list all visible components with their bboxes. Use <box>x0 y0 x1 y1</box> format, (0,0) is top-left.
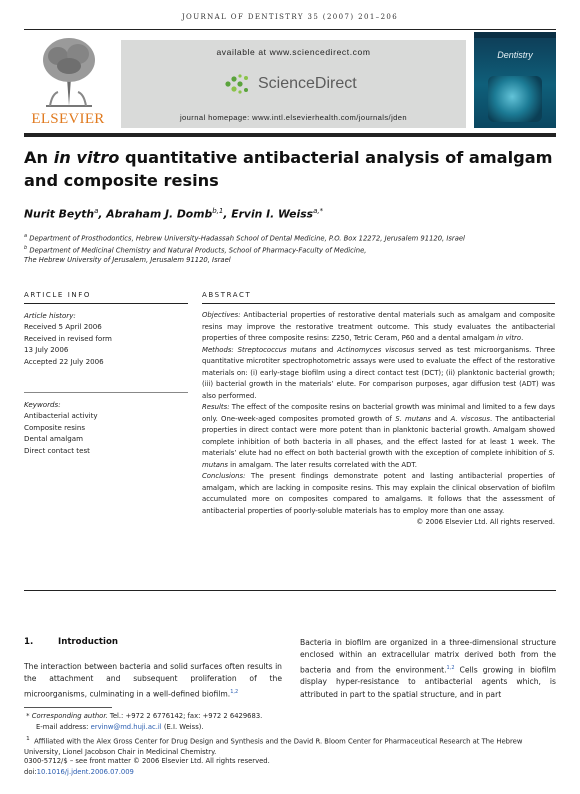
citation-ref[interactable]: 1,2 <box>446 664 455 671</box>
history-item: Received 5 April 2006 <box>24 322 102 332</box>
affiliated-text: Affiliated with the Alex Gross Center for Drug Design and Synthesis and the David R. Bloom Center for Pharmaceutical Research at The Hebrew University, Lionel Jacobson Chair in Medicinal Chemistry. <box>24 737 523 757</box>
abstract-body <box>202 310 555 529</box>
title-italic-part: in vitro <box>53 148 120 167</box>
author-sup: b,1 <box>212 207 224 215</box>
author-name: Nurit Beyth <box>24 207 95 221</box>
article-info-rule <box>24 303 188 304</box>
abstract-methods <box>202 345 555 403</box>
methods-text: served as test microorganisms. Three quantitative microtiter spectrophotometric assays were used to evaluate the effect of the restorative materials on: (i) early-stage biofilm using a direct contact test (DCT); (ii) planktonic bacterial growth; (iii) bacterial growth in the materials’ elute. For comparison purposes, agar diffusion test (ADT) was also performed. <box>202 345 555 400</box>
corresponding-footnote: * Corresponding author. Tel.: +972 2 6776142; fax: +972 2 6429683. <box>24 712 263 720</box>
keyword-item: Direct contact test <box>24 445 90 455</box>
history-item: 13 July 2006 <box>24 345 69 355</box>
header-bottom-rule <box>24 133 556 137</box>
results-label: Results: <box>202 403 230 411</box>
article-history <box>24 310 174 367</box>
article-title <box>24 146 554 192</box>
affiliation-sup: b <box>24 245 28 251</box>
affiliation-text: Department of Prosthodontics, Hebrew University-Hadassah School of Dental Medicine, P.O. Box 12272, Jerusalem 91120, Israel <box>29 234 465 243</box>
sciencedirect-banner <box>121 40 466 128</box>
abstract-bottom-rule <box>24 590 556 591</box>
cover-illustration <box>488 76 542 122</box>
author-list: Nurit Beyth$^a$, Abraham J. Domb$^{b,1}$, Ervin I. Weiss$^{a,*}$ <box>24 207 324 221</box>
sciencedirect-label: ScienceDirect <box>258 75 357 92</box>
journal-cover-image <box>474 32 556 128</box>
affiliation-sup: a <box>24 233 28 239</box>
results-and: and <box>434 414 448 423</box>
journal-homepage-text[interactable]: journal homepage: www.intl.elsevierhealth.com/journals/jden <box>179 113 408 122</box>
organism-name: S. mutans <box>202 449 555 469</box>
organism-name: S. mutans <box>395 414 432 423</box>
header-top-rule <box>24 29 556 30</box>
author-sup: a <box>94 207 99 215</box>
results-text: The antibacterial properties in direct contact were more potent than in planktonic bacterial growth. Amalgam showed complete inhibition of both bacteria in all phases, and the effect lasted for at least 1 week. The materials’ elute had no effect on both bacterial growth with the exception of complete inhibition of <box>202 414 555 457</box>
email-link[interactable]: ervinw@md.huji.ac.il <box>90 723 162 731</box>
journal-running-header: JOURNAL OF DENTISTRY 35 (2007) 201–206 <box>181 13 399 21</box>
sciencedirect-dots-icon <box>224 73 252 95</box>
organism-name: Streptococcus mutans <box>237 345 317 354</box>
conclusions-label: Conclusions: <box>202 472 246 480</box>
history-label: Article history: <box>24 311 76 320</box>
objectives-label: Objectives: <box>202 311 241 319</box>
intro-text: Cells growing in biofilm display hyper-resistance to antibacterial agents which, is attributed in part to the spatial structure, and in part <box>300 665 556 699</box>
title-part: An <box>24 148 54 167</box>
keywords-block <box>24 399 174 456</box>
author-name: Ervin I. Weiss <box>231 207 314 221</box>
keyword-item: Dental amalgam <box>24 434 84 444</box>
intro-heading <box>24 637 118 647</box>
email-label: E-mail address: <box>36 723 89 731</box>
abstract-heading: ABSTRACT <box>202 291 252 299</box>
corresponding-label: Corresponding author. <box>31 712 108 720</box>
cover-top-bar <box>474 32 556 38</box>
organism-name: A. viscosus <box>450 414 491 423</box>
front-matter-line: 0300-5712/$ – see front matter © 2006 Elsevier Ltd. All rights reserved. <box>24 757 270 765</box>
doi-label: doi: <box>24 768 37 776</box>
corresponding-text: Tel.: +972 2 6776142; fax: +972 2 6429683. <box>109 712 263 720</box>
conclusions-text: The present findings demonstrate potent and lasting antibacterial properties of amalgam, which are lacking in composite resins. This may explain the clinical observation of biofilm accumulated more on composites compared to amalgams. It follows that the assessment of antibacterial properties of poorly-soluble materials has to employ more than one assay. <box>202 472 555 515</box>
author-sup: a,* <box>313 207 324 215</box>
affiliation-b-cont <box>24 254 554 266</box>
keyword-item: Composite resins <box>24 422 86 432</box>
objectives-text: Antibacterial properties of restorative dental materials such as amalgam and composite resins may improve the restorative treatment outcome. This study evaluates the antibacterial properties of three composite resins: Z250, Tetric Ceram, P60 and a dental amalgam <box>202 311 555 342</box>
article-info-heading: ARTICLE INFO <box>24 291 91 299</box>
section-number: 1. <box>24 637 34 647</box>
abstract-results: Results: The effect of the composite resins on bacterial growth was minimal and limited to a few days only. One-week-aged composites promoted growth of S. mutans and A. viscosus. The antibacterial properties in direct contact were more potent than in planktonic bacterial growth. Amalgam showed complete inhibition of both bacteria in all phases, and the effect lasted for at least 1 week. The materials’ elute had no effect on both bacterial growth with the exception of complete inhibition of S. mutans in amalgam. The later results correlated with the ADT. <box>202 403 555 469</box>
doi-link[interactable]: 10.1016/j.jdent.2006.07.009 <box>36 768 134 776</box>
email-suffix: (E.I. Weiss). <box>163 723 204 731</box>
affiliation-text: Department of Medicinal Chemistry and Natural Products, School of Pharmacy-Faculty of Medicine, <box>29 246 367 255</box>
abstract-objectives: Objectives: Antibacterial properties of restorative dental materials such as amalgam and composite resins may improve the restorative treatment outcome. This study evaluates the antibacterial properties of three composite resins: Z250, Tetric Ceram, P60 and a dental amalgam in vitro. <box>202 311 555 342</box>
organism-name: Actinomyces viscosus <box>337 345 415 354</box>
intro-text: Bacteria in biofilm are organized in a three-dimensional structure enclosed within an extracellular matrix derived both from the bacteria and from the environment. <box>300 638 556 675</box>
keywords-divider <box>24 392 188 393</box>
intro-right-column <box>300 637 556 701</box>
citation-ref[interactable]: 1,2 <box>230 688 239 695</box>
publisher-name: ELSEVIER <box>31 111 105 127</box>
footnote-sup: 1 <box>26 736 30 742</box>
available-at-text[interactable]: available at www.sciencedirect.com <box>216 47 371 57</box>
author-name: Abraham J. Domb <box>106 207 213 221</box>
results-text: The effect of the composite resins on bacterial growth was minimal and limited to a few days only. One-week-aged composites promoted growth of <box>202 403 555 423</box>
elsevier-tree-icon <box>38 32 100 110</box>
abstract-copyright: © 2006 Elsevier Ltd. All rights reserved. <box>416 518 555 526</box>
results-text: in amalgam. The later results correlated with the ADT. <box>230 460 417 469</box>
affiliated-footnote <box>24 734 556 758</box>
abstract-conclusions <box>202 471 555 517</box>
objectives-italic: in vitro <box>496 334 522 342</box>
title-part: and composite resins <box>24 171 219 190</box>
section-title: Introduction <box>58 637 119 647</box>
doi-line <box>24 767 556 778</box>
abstract-rule <box>202 303 555 304</box>
sciencedirect-logo <box>224 72 357 96</box>
intro-text: The interaction between bacteria and solid surfaces often results in the attachment and subsequent proliferation of the microorganisms, culminating in a well-defined biofilm. <box>24 662 282 699</box>
email-footnote <box>36 722 556 733</box>
methods-and: and <box>320 345 334 354</box>
methods-label: Methods: <box>202 345 234 354</box>
cover-title: Dentistry <box>497 50 533 60</box>
elsevier-logo <box>24 32 112 128</box>
title-part: quantitative antibacterial analysis of amalgam <box>119 148 553 167</box>
intro-left-column <box>24 661 282 700</box>
history-item: Received in revised form <box>24 333 112 343</box>
footnote-rule <box>24 707 112 708</box>
keywords-label: Keywords: <box>24 400 61 409</box>
keyword-item: Antibacterial activity <box>24 411 98 421</box>
history-item: Accepted 22 July 2006 <box>24 356 104 366</box>
affiliation-text: The Hebrew University of Jerusalem, Jerusalem 91120, Israel <box>24 256 231 264</box>
